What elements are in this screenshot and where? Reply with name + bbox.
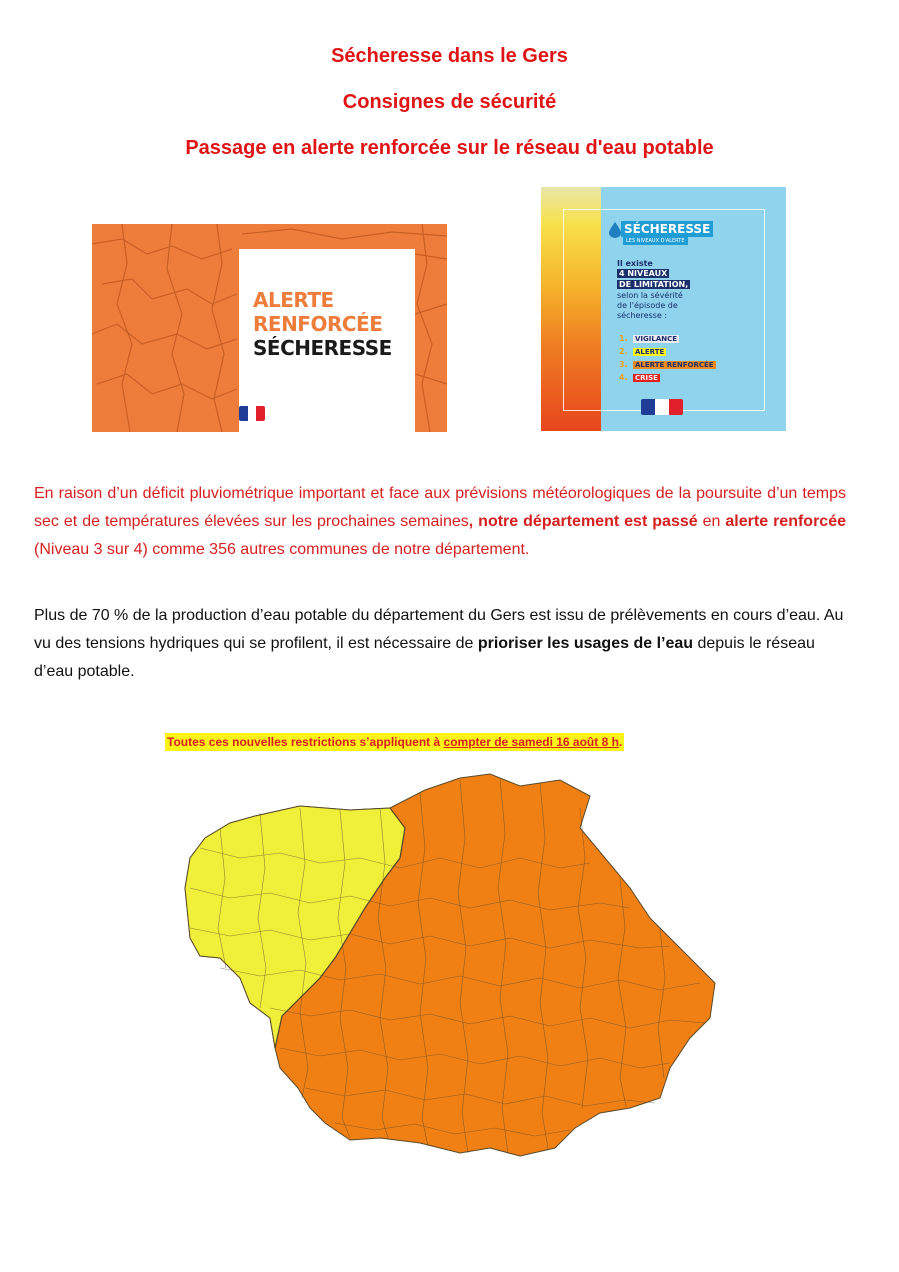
banner-line-1: ALERTE — [253, 288, 334, 312]
main-title: Sécheresse dans le Gers — [331, 45, 568, 67]
panel-title: SÉCHERESSE — [621, 221, 713, 237]
water-drop-icon — [609, 222, 621, 238]
level-4: 4. CRISE — [619, 373, 658, 382]
alert-levels-panel — [541, 187, 786, 431]
subtitle: Consignes de sécurité — [342, 91, 557, 113]
level-1: 1. VIGILANCE — [619, 334, 678, 343]
restrictions-notice: Toutes ces nouvelles restrictions s’appliquent à compter de samedi 16 août 8 h. — [167, 735, 623, 749]
panel-subtitle: LES NIVEAUX D'ALERTE — [623, 237, 688, 245]
paragraph-water-usage: Plus de 70 % de la production d’eau potable du département du Gers est issu de prélèvements en cours d’eau. Au vu des tensions hydriques qui se profilent, il est nécessaire de prioriser les usages de l’eau depuis le réseau d’eau potable. — [34, 607, 844, 680]
level-2: 2. ALERTE — [619, 347, 665, 356]
title-block — [0, 44, 899, 160]
french-flag-icon — [641, 399, 683, 415]
department-alert-map — [160, 768, 720, 1163]
panel-text-1: Il existe — [617, 259, 653, 268]
panel-text-4: selon la sévérité — [617, 291, 683, 300]
alert-banner-image — [92, 224, 447, 432]
paragraph-alert-reason: En raison d’un déficit pluviométrique important et face aux prévisions météorologiques de la poursuite d’un temps sec et de températures élevées sur les prochaines semaines, notre département est passé en alerte renforcée (Niveau 3 sur 4) comme 356 autres communes de notre département. — [34, 485, 847, 558]
french-flag-icon — [239, 406, 265, 421]
panel-text-3: DE LIMITATION, — [619, 280, 689, 289]
alert-card — [239, 249, 415, 432]
banner-line-3: SÉCHERESSE — [253, 336, 392, 360]
headline: Passage en alerte renforcée sur le réseau d'eau potable — [185, 137, 714, 159]
banner-line-2: RENFORCÉE — [253, 312, 383, 336]
panel-text-6: sécheresse : — [617, 311, 668, 320]
panel-text-2: 4 NIVEAUX — [619, 269, 668, 278]
panel-text-5: de l'épisode de — [617, 301, 678, 310]
level-3: 3. ALERTE RENFORCÉE — [619, 360, 714, 369]
